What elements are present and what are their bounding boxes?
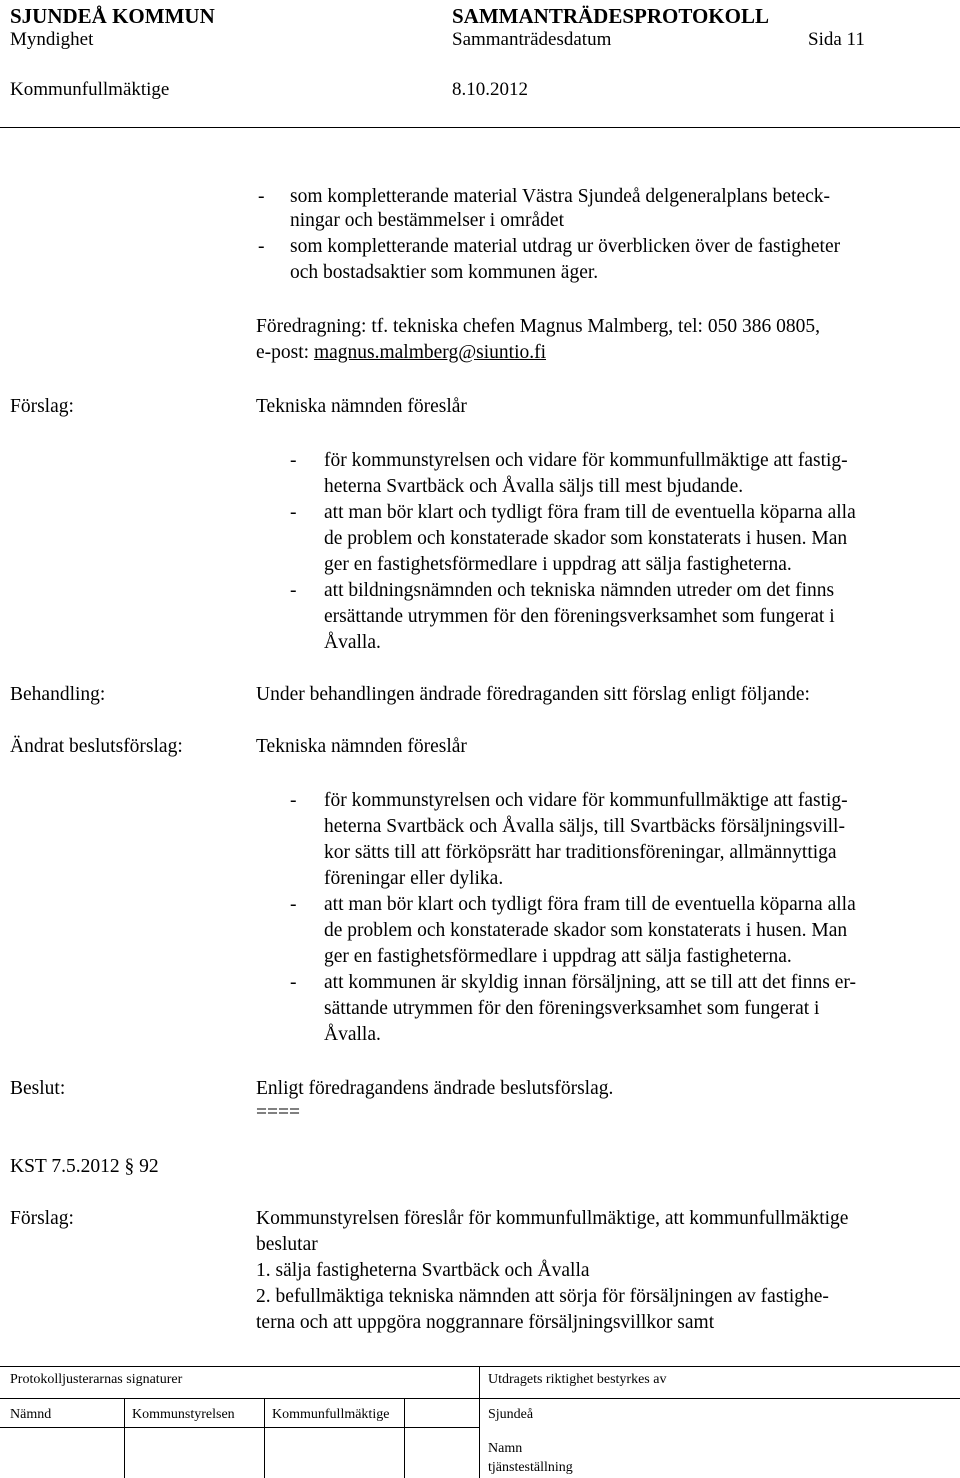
list-dash: - <box>290 450 297 471</box>
footer-mid-rule <box>0 1398 960 1399</box>
meeting-date-value: 8.10.2012 <box>452 79 528 100</box>
changed-proposal-heading: Tekniska nämnden föreslår <box>256 736 467 757</box>
kst-proposal-label: Förslag: <box>10 1208 74 1229</box>
kst-line: 2. befullmäktiga tekniska nämnden att sörja för försäljningen av fastighe- <box>256 1286 829 1307</box>
page-number: Sida 11 <box>808 29 865 50</box>
list-item-line: heterna Svartbäck och Åvalla säljs, till Svartbäcks försäljningsvill- <box>324 816 845 837</box>
list-dash: - <box>290 972 297 993</box>
list-item-line: och bostadsaktier som kommunen äger. <box>290 262 599 283</box>
list-item-line: de problem och konstaterade skador som konstaterats i husen. Man <box>324 528 848 549</box>
footer-col-divider <box>124 1398 125 1478</box>
kst-line: beslutar <box>256 1234 318 1255</box>
list-dash: - <box>290 502 297 523</box>
email-prefix: e-post: <box>256 342 314 363</box>
list-item-line: för kommunstyrelsen och vidare för kommunfullmäktige att fastig- <box>324 790 848 811</box>
proposal-heading: Tekniska nämnden föreslår <box>256 396 467 417</box>
list-dash: - <box>258 236 265 257</box>
list-item-line: de problem och konstaterade skador som konstaterats i husen. Man <box>324 920 848 941</box>
list-item-line: kor sätts till att förköpsrätt har traditionsföreningar, allmännyttiga <box>324 842 837 863</box>
authority-value: Kommunfullmäktige <box>10 79 170 100</box>
footer-col-kommunfullmaktige: Kommunfullmäktige <box>272 1407 390 1422</box>
list-item-line: som kompletterande material utdrag ur överblicken över de fastigheter <box>290 236 841 257</box>
footer-col-divider <box>404 1398 405 1478</box>
decision-end-marker: ==== <box>256 1102 300 1123</box>
changed-proposal-label: Ändrat beslutsförslag: <box>10 736 183 757</box>
meeting-date-label: Sammanträdesdatum <box>452 29 612 50</box>
document-type: SAMMANTRÄDESPROTOKOLL <box>452 4 769 28</box>
list-item-line: heterna Svartbäck och Åvalla säljs till mest bjudande. <box>324 476 744 497</box>
kst-line: Kommunstyrelsen föreslår för kommunfullmäktige, att kommunfullmäktige <box>256 1208 849 1229</box>
list-item-line: att bildningsnämnden och tekniska nämnden utreder om det finns <box>324 580 835 601</box>
list-item-line: Åvalla. <box>324 1024 381 1045</box>
footer-top-rule <box>0 1366 960 1367</box>
footer-name-label: Namn <box>488 1441 523 1456</box>
kst-reference: KST 7.5.2012 § 92 <box>10 1156 159 1177</box>
list-dash: - <box>258 186 265 207</box>
footer-divider <box>479 1366 480 1478</box>
treatment-text: Under behandlingen ändrade föredraganden sitt förslag enligt följande: <box>256 684 810 705</box>
signatures-label: Protokolljusterarnas signaturer <box>10 1372 183 1387</box>
decision-label: Beslut: <box>10 1078 66 1099</box>
list-item-line: att man bör klart och tydligt föra fram till de eventuella köparna alla <box>324 894 856 915</box>
list-item-line: för kommunstyrelsen och vidare för kommunfullmäktige att fastig- <box>324 450 848 471</box>
list-item-line: ersättande utrymmen för den föreningsverksamhet som fungerat i <box>324 606 835 627</box>
list-item-line: ger en fastighetsförmedlare i uppdrag att sälja fastigheterna. <box>324 946 792 967</box>
header-rule <box>0 127 960 128</box>
list-item-line: ningar och bestämmelser i området <box>290 210 564 231</box>
proposal-label: Förslag: <box>10 396 74 417</box>
treatment-label: Behandling: <box>10 684 106 705</box>
list-item-line: som kompletterande material Västra Sjundeå delgeneralplans beteck- <box>290 186 831 207</box>
presenter-email-line <box>256 342 546 364</box>
certify-label: Utdragets riktighet bestyrkes av <box>488 1372 667 1387</box>
presenter-line: Föredragning: tf. tekniska chefen Magnus Malmberg, tel: 050 386 0805, <box>256 316 820 337</box>
list-dash: - <box>290 894 297 915</box>
list-item-line: att man bör klart och tydligt föra fram till de eventuella köparna alla <box>324 502 856 523</box>
decision-text: Enligt föredragandens ändrade beslutsförslag. <box>256 1078 614 1099</box>
footer-col-divider <box>264 1398 265 1478</box>
list-item-line: föreningar eller dylika. <box>324 868 504 889</box>
authority-label: Myndighet <box>10 29 94 50</box>
footer-col-namnd: Nämnd <box>10 1407 52 1422</box>
list-dash: - <box>290 580 297 601</box>
kst-line: 1. sälja fastigheterna Svartbäck och Åvalla <box>256 1260 590 1281</box>
list-item-line: att kommunen är skyldig innan försäljning, att se till att det finns er- <box>324 972 856 993</box>
kst-line: terna och att uppgöra noggrannare försäljningsvillkor samt <box>256 1312 715 1333</box>
list-item-line: Åvalla. <box>324 632 381 653</box>
municipality-name: SJUNDEÅ KOMMUN <box>10 4 215 28</box>
list-item-line: ger en fastighetsförmedlare i uppdrag att sälja fastigheterna. <box>324 554 792 575</box>
footer-place: Sjundeå <box>488 1407 534 1422</box>
list-dash: - <box>290 790 297 811</box>
email-link[interactable]: magnus.malmberg@siuntio.fi <box>313 342 547 363</box>
list-item-line: sättande utrymmen för den föreningsverksamhet som fungerat i <box>324 998 820 1019</box>
footer-col-kommunstyrelsen: Kommunstyrelsen <box>132 1407 235 1422</box>
footer-col-rule <box>0 1427 479 1428</box>
footer-title-label: tjänsteställning <box>488 1460 573 1475</box>
